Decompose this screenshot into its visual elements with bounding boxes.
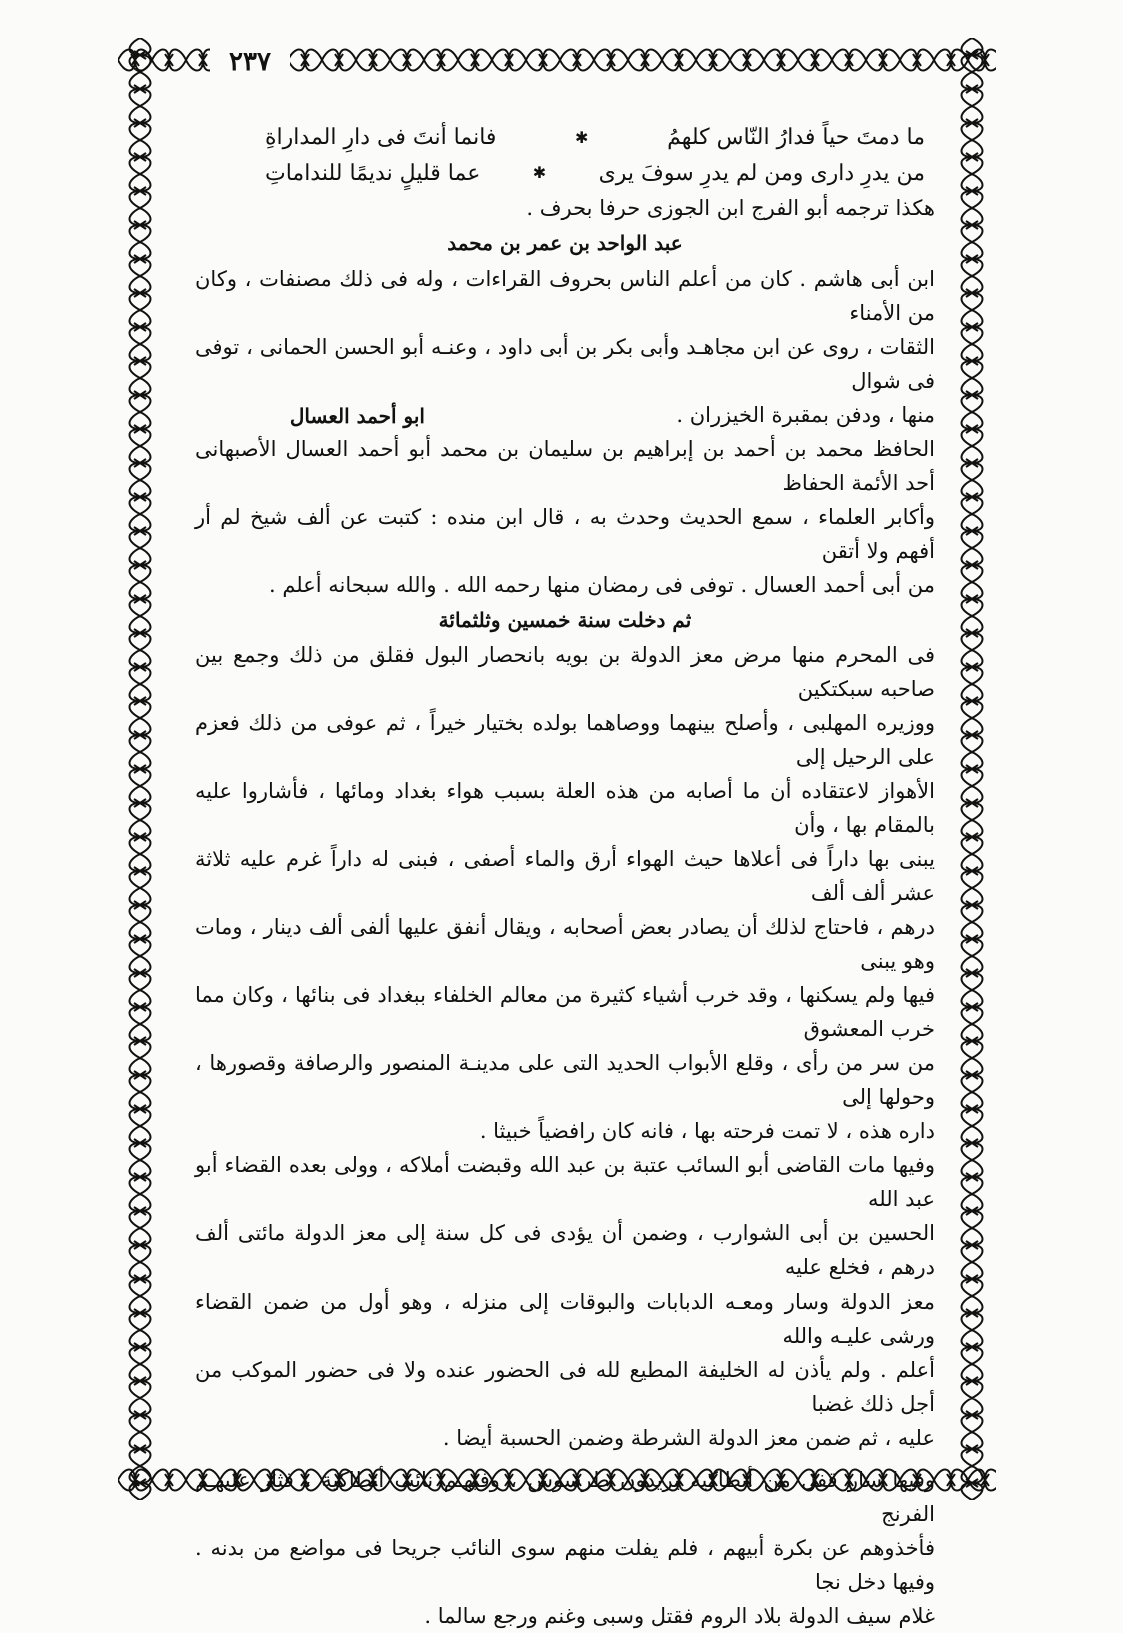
verse-second-hemistich: فانما أنتَ فى دارِ المداراةِ	[265, 125, 497, 150]
text-line: وفيها مات القاضى أبو السائب عتبة بن عبد الله وقبضت أملاكه ، وولى بعده القضاء أبو عبد الله	[195, 1153, 935, 1212]
verse-line	[265, 156, 925, 192]
text-line: الثقات ، روى عن ابن مجاهـد وأبى بكر بن أبى داود ، وعنـه أبو الحسن الحمانى ، توفى فى شوال	[195, 334, 935, 393]
section-heading: ابو أحمد العسال	[289, 403, 425, 428]
text-line: الحافظ محمد بن أحمد بن إبراهيم بن سليمان بن محمد أبو أحمد العسال الأصبهانى أحد الأئمة الحفاظ	[195, 436, 935, 495]
verse-line	[265, 120, 925, 156]
text-line: درهم ، فاحتاج لذلك أن يصادر بعض أصحابه ، ويقال أنفق عليها ألفى ألف دينار ، ومات وهو يبنى	[195, 915, 935, 974]
text-line-with-heading	[195, 398, 935, 432]
ornamental-border-right	[950, 38, 994, 1500]
text-line: عليه ، ثم ضمن معز الدولة الشرطة وضمن الحسبة أيضا .	[442, 1425, 935, 1450]
text-line: فأخذوهم عن بكرة أبيهم ، فلم يفلت منهم سوى النائب جريحا فى مواضع من بدنه . وفيها دخل نجا	[195, 1535, 935, 1594]
text-line: هكذا ترجمه أبو الفرج ابن الجوزى حرفا بحرف .	[526, 196, 935, 221]
text-line: وفيها سار قفل من أنطاكية يريدون طرسوس ، وفيهـم نائب أنطاكية ، فثار عليهـم الفرنج	[195, 1467, 935, 1526]
text-line: أعلم . ولم يأذن له الخليفة المطيع لله فى الحضور عنده ولا فى حضور الموكب من أجل ذلك غضبا	[195, 1357, 935, 1416]
text-line: منها ، ودفن بمقبرة الخيزران .	[676, 402, 935, 427]
text-line: ابن أبى هاشم . كان من أعلم الناس بحروف القراءات ، وله فى ذلك مصنفات ، وكان من الأمناء	[195, 266, 935, 325]
text-line: داره هذه ، لا تمت فرحته بها ، فانه كان رافضياً خبيثا .	[479, 1119, 935, 1144]
text-line: وأكابر العلماء ، سمع الحديث وحدث به ، قال ابن منده : كتبت عن ألف شيخ لم أر أفهم ولا أتقن	[195, 504, 935, 563]
verse-first-hemistich: ما دمتَ حياً فدارُ النّاس كلهمُ	[667, 125, 925, 150]
ornamental-border-left	[118, 38, 162, 1500]
star-separator-icon: ✱	[532, 163, 547, 183]
year-heading: ثم دخلت سنة خمسين وثلثمائة	[438, 607, 692, 632]
verse-second-hemistich: عما قليلٍ نديمًا للنداماتِ	[265, 160, 481, 186]
text-line: يبنى بها داراً فى أعلاها حيث الهواء أرق والماء أصفى ، فبنى له داراً غرم عليه ثلاثة عشر ألف ألف	[195, 847, 935, 906]
text-line: من سر من رأى ، وقلع الأبواب الحديد التى على مدينـة المنصور والرصافة وقصورها ، وحولها إلى	[195, 1051, 935, 1110]
text-line: الحسين بن أبى الشوارب ، وضمن أن يؤدى فى كل سنة إلى معز الدولة مائتى ألف درهم ، فخلع عليه	[195, 1221, 935, 1280]
text-line: فيها ولم يسكنها ، وقد خرب أشياء كثيرة من معالم الخلفاء ببغداد فى بنائها ، وكان مما خرب المعشوق	[195, 983, 935, 1042]
text-line: من أبى أحمد العسال . توفى فى رمضان منها رحمه الله . والله سبحانه أعلم .	[268, 572, 935, 597]
star-separator-icon: ✱	[575, 127, 589, 147]
page-body	[195, 120, 935, 1633]
page-number: ٢٣٧	[210, 44, 290, 80]
section-heading: عبد الواحد بن عمر بن محمد	[447, 231, 683, 256]
verse-first-hemistich: من يدرِ دارى ومن لم يدرِ سوفَ يرى	[598, 160, 925, 186]
text-line: ووزيره المهلبى ، وأصلح بينهما ووصاهما بولده بختيار خيراً ، ثم عوفى من ذلك فعزم على الرحيل إلى	[195, 711, 935, 770]
text-line: غلام سيف الدولة بلاد الروم فقتل وسبى وغنم ورجع سالما .	[424, 1603, 935, 1628]
text-line: الأهواز لاعتقاده أن ما أصابه من هذه العلة بسبب هواء بغداد ومائها ، فأشاروا عليه بالمقام بها ، وأن	[195, 779, 935, 838]
text-line: فى المحرم منها مرض معز الدولة بن بويه بانحصار البول فقلق من ذلك وجمع بين صاحبه سبكتكين	[195, 643, 935, 702]
text-line: معز الدولة وسار ومعـه الدبابات والبوقات إلى منزله ، وهو أول من ضمن القضاء ورشى عليـه والله	[195, 1289, 935, 1348]
